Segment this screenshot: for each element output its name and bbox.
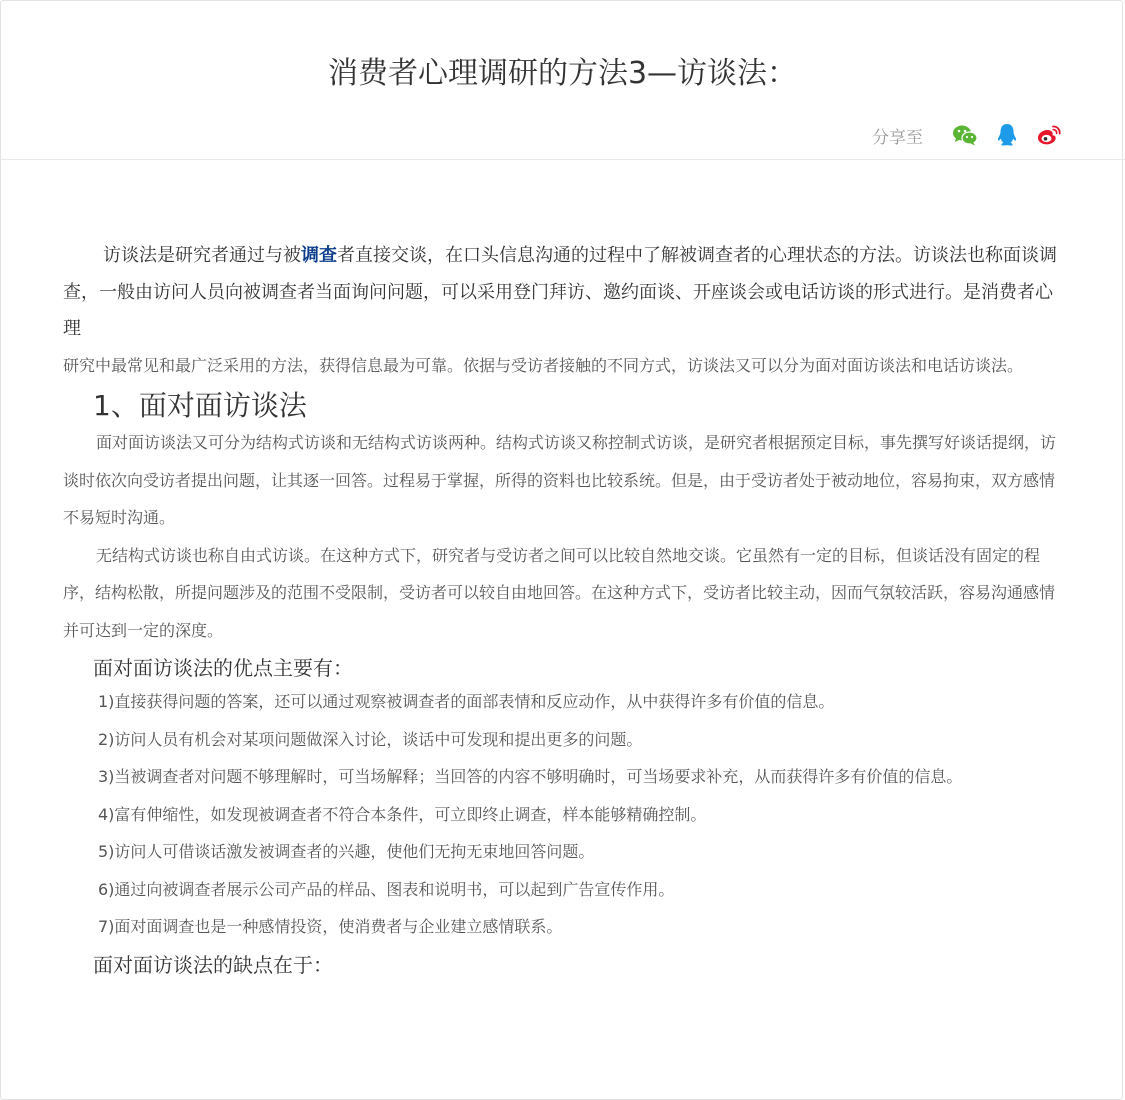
article-body: [63, 238, 1063, 980]
share-bar: [872, 120, 1063, 150]
intro-paragraph: [63, 238, 1063, 348]
share-label: 分享至: [872, 127, 923, 148]
list-item: 7)面对面调查也是一种感情投资，使消费者与企业建立感情联系。: [98, 917, 563, 936]
list-item: 2)访问人员有机会对某项问题做深入讨论，谈话中可发现和提出更多的问题。: [98, 729, 643, 749]
paragraph-structured-interview: 面对面访谈法又可分为结构式访谈和无结构式访谈两种。结构式访谈又称控制式访谈，是研究者根据预定目标，事先撰写好谈话提纲，访谈时依次向受访者提出问题，让其逐一回答。过程易于掌握，所得的资料也比较系统。但是，由于受访者处于被动地位，容易拘束，双方感情不易短时沟通。: [63, 433, 1057, 527]
section-heading: 1、面对面访谈法: [93, 389, 307, 422]
advantages-heading: 面对面访谈法的优点主要有：: [93, 656, 353, 680]
wechat-icon[interactable]: [951, 121, 979, 149]
intro-text-after: 者直接交谈，在口头信息沟通的过程中了解被调查者的心理状态的方法。访谈法也称面谈调查，一般由访问人员向被调查者当面询问问题，可以采用登门拜访、邀约面谈、开座谈会或电话访谈的形式进行。是消费者心理: [63, 245, 1057, 339]
page-title: 消费者心理调研的方法3—访谈法：: [327, 56, 798, 91]
qq-icon[interactable]: [993, 121, 1021, 149]
list-item: 1)直接获得问题的答案，还可以通过观察被调查者的面部表情和反应动作，从中获得许多有价值的信息。: [98, 692, 835, 711]
paragraph-unstructured-interview: 无结构式访谈也称自由式访谈。在这种方式下，研究者与受访者之间可以比较自然地交谈。它虽然有一定的目标，但谈话没有固定的程序，结构松散，所提问题涉及的范围不受限制，受访者可以较自由地回答。在这种方式下，受访者比较主动，因而气氛较活跃，容易沟通感情并可达到一定的深度。: [63, 545, 1056, 640]
list-item: 5)访问人可借谈话激发被调查者的兴趣，使他们无拘无束地回答问题。: [98, 842, 595, 861]
keyword-link[interactable]: 调查: [301, 245, 337, 266]
intro-text-before: 访谈法是研究者通过与被: [103, 245, 301, 266]
article-header: [0, 0, 1125, 160]
list-item: 4)富有伸缩性，如发现被调查者不符合本条件，可立即终止调查，样本能够精确控制。: [98, 804, 707, 824]
list-item: 3)当被调查者对问题不够理解时，可当场解释；当回答的内容不够明确时，可当场要求补充，从而获得许多有价值的信息。: [98, 767, 963, 786]
intro-continuation: 研究中最常见和最广泛采用的方法，获得信息最为可靠。依据与受访者接触的不同方式，访谈法又可以分为面对面访谈法和电话访谈法。: [63, 355, 1024, 375]
weibo-icon[interactable]: [1035, 121, 1063, 149]
list-item: 6)通过向被调查者展示公司产品的样品、图表和说明书，可以起到广告宣传作用。: [98, 879, 675, 899]
disadvantages-heading: 面对面访谈法的缺点在于：: [93, 952, 333, 977]
